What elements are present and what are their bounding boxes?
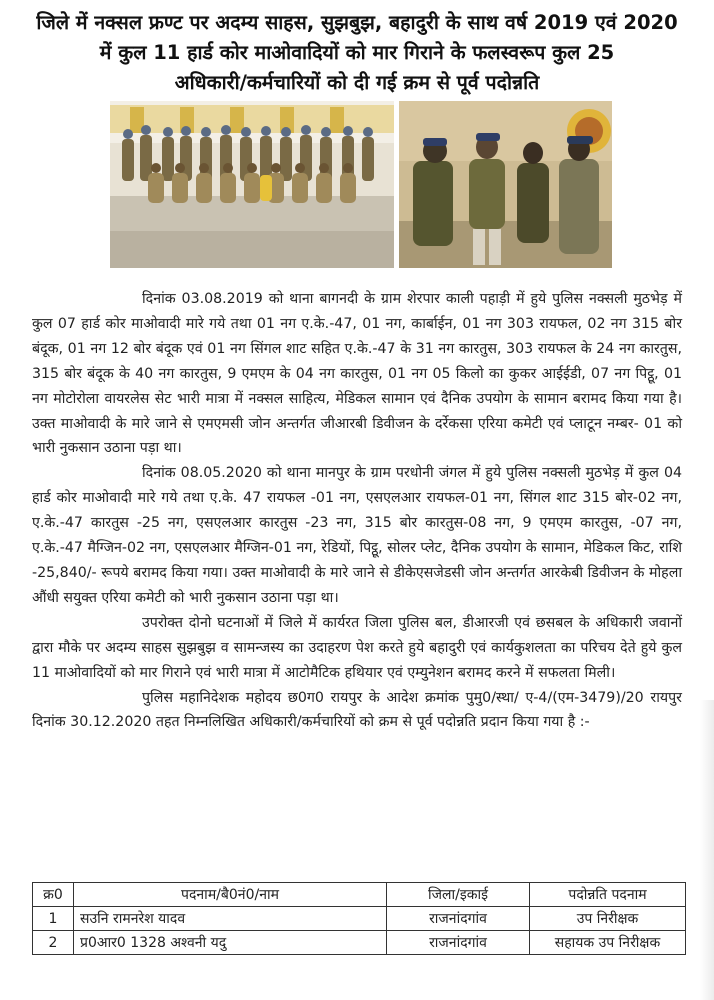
cell-serial: 1 — [33, 907, 74, 931]
cell-district: राजनांदगांव — [387, 931, 530, 955]
group-photo-image — [110, 101, 394, 268]
paragraph-4: पुलिस महानिदेशक महोदय छ0ग0 रायपुर के आदेश क्रमांक पुमु0/स्था/ ए-4/(एम-3479)/20 रायपुर दिनांक 30.12.2020 तहत निम्नलिखित अधिकारी/कर्मचारियों को क्रम से पूर्व पदोन्नति प्रदान किया गया है :- — [32, 689, 682, 731]
cell-name: प्र0आर0 1328 अश्वनी यदु — [74, 931, 387, 955]
promotion-table — [32, 882, 686, 955]
title-line-2: में कुल 11 हार्ड कोर माओवादियों को मार गिराने के फलस्वरूप कुल 25 — [99, 41, 615, 64]
group-photo — [110, 101, 394, 268]
header-district: जिला/इकाई — [387, 883, 530, 907]
cell-promoted-post: सहायक उप निरीक्षक — [530, 931, 686, 955]
paragraph-3: उपरोक्त दोनो घटनाओं में जिले में कार्यरत जिला पुलिस बल, डीआरजी एवं छसबल के अधिकारी जवानों द्वारा मौके पर अदम्य साहस सुझबुझ व सामन्जस्य का उदाहरण पेश करते हुये बहादुरी एवं कार्यकुशलता का परिचय देते हुये कुल 11 माओवादियों को मार गिराने एवं भारी मात्रा में आटोमैटिक हथियार एवं एम्युनेशन बरामद करने में सफलता मिली। — [32, 614, 682, 681]
paragraph-1: दिनांक 03.08.2019 को थाना बागनदी के ग्राम शेरपार काली पहाड़ी में हुये पुलिस नक्सली मुठभेड़ में कुल 07 हार्ड कोर माओवादी मारे गये तथा 01 नग ए.के.-47, 01 नग, कार्बाईन, 01 नग 303 रायफल, 02 नग 315 बोर बंदूक, 01 नग 12 बोर बंदूक एवं 01 नग सिंगल शाट सहित ए.के.-47 के 31 नग कारतुस, 303 रायफल के 24 नग कारतुस, 315 बोर बंदूक के 40 नग कारतुस, 9 एमएम के 04 नग कारतुस, 01 नग 05 किलो का कुकर आईईडी, 07 नग पिट्ठू, 01 नग मोटोरोला वायरलेस सेट भारी मात्रा में नक्सल साहित्य, मेडिकल सामान एवं दैनिक उपयोग के सामान बरामद किया गया है। उक्त माओवादी के मारे जाने से एमएमसी जोन अन्तर्गत जीआरबी डिवीजन के दर्रेकसा एरिया कमेटी एवं प्लाटून नम्बर- 01 को भारी नुकसान उठाना पड़ा था। — [32, 291, 682, 457]
cell-serial: 2 — [33, 931, 74, 955]
table-header-row — [33, 883, 686, 907]
ceremony-photo-image — [399, 101, 612, 268]
ceremony-photo — [399, 101, 612, 268]
table-row — [33, 907, 686, 931]
page-title — [20, 8, 694, 98]
header-name: पदनाम/बै0नं0/नाम — [74, 883, 387, 907]
title-line-1: जिले में नक्सल फ्रण्ट पर अदम्य साहस, सुझबुझ, बहादुरी के साथ वर्ष 2019 एवं 2020 — [36, 11, 678, 34]
paragraph-2: दिनांक 08.05.2020 को थाना मानपुर के ग्राम परधोनी जंगल में हुये पुलिस नक्सली मुठभेड़ में कुल 04 हार्ड कोर माओवादी मारे गये तथा ए.के. 47 रायफल -01 नग, एसएलआर रायफल-01 नग, सिंगल शाट 315 बोर-02 नग, ए.के.-47 कारतुस -25 नग, एसएलआर कारतुस -23 नग, 315 बोर कारतुस-08 नग, 9 एमएम कारतुस, -07 नग, ए.के.-47 मैग्जिन-02 नग, एसएलआर मैग्जिन-01 नग, रेडियों, पिट्ठू, सोलर प्लेट, दैनिक उपयोग के सामान, मेडिकल किट, राशि -25,840/- रूपये बरामद किया गया। उक्त माओवादी के मारे जाने से डीकेएसजेडसी जोन अन्तर्गत आरकेबी डिवीजन के मोहला औंधी सयुक्त एरिया कमेटी को भारी नुकसान उठाना पड़ा था। — [32, 465, 682, 606]
cell-promoted-post: उप निरीक्षक — [530, 907, 686, 931]
page-edge-shadow — [700, 700, 714, 1000]
table-row — [33, 931, 686, 955]
title-line-3: अधिकारी/कर्मचारियों को दी गई क्रम से पूर्व पदोन्नति — [174, 71, 540, 94]
header-serial: क्र0 — [33, 883, 74, 907]
cell-district: राजनांदगांव — [387, 907, 530, 931]
document-body — [32, 287, 682, 735]
cell-name: सउनि रामनरेश यादव — [74, 907, 387, 931]
header-promoted-post: पदोन्नति पदनाम — [530, 883, 686, 907]
